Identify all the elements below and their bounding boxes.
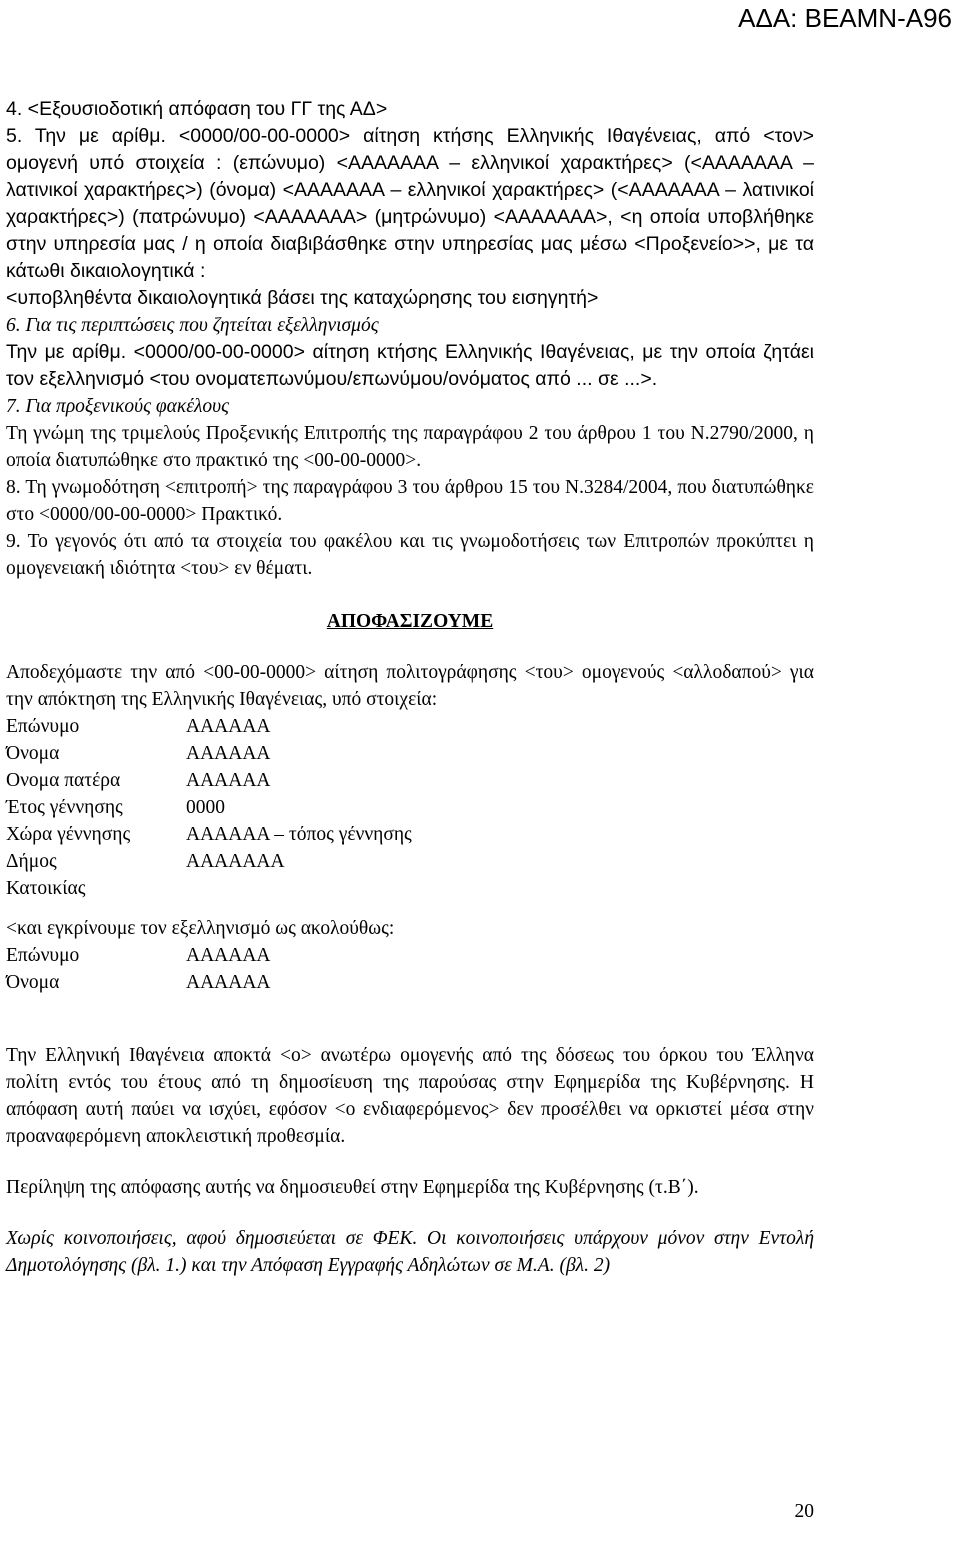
decision-heading: ΑΠΟΦΑΣΙΖΟΥΜΕ [326, 611, 494, 632]
applicant-fields [6, 713, 412, 902]
consideration-6: Την με αρίθμ. <0000/00-00-0000> αίτηση κτήσης Ελληνικής Ιθαγένειας, με την οποία ζητάει τον εξελληνισμό <του ονοματεπωνύμου/επωνύμου/ονόματος από ... σε ...>. [6, 341, 814, 390]
field-row [6, 713, 412, 740]
field-value: 0000 [186, 797, 225, 818]
field-value: ΑΑΑΑΑΑ [186, 716, 271, 737]
consideration-4: 4. <Εξουσιοδοτική απόφαση του ΓΓ της ΑΔ> [6, 98, 388, 120]
field-label: Όνομα [6, 972, 60, 993]
field-row [6, 794, 412, 821]
field-value: ΑΑΑΑΑΑ [186, 945, 271, 966]
document-body [6, 96, 814, 1279]
field-label: Χώρα γέννησης [6, 824, 131, 845]
ada-code: ΑΔΑ: ΒΕΑΜΝ-Α96 [738, 3, 952, 33]
consideration-7: Τη γνώμη της τριμελούς Προξενικής Επιτροπής της παραγράφου 2 του άρθρου 1 του Ν.2790/2000, η οποία διατυπώθηκε στο πρακτικό της <00-00-0000>. [6, 423, 814, 471]
summary-paragraph: Περίληψη της απόφασης αυτής να δημοσιευθεί στην Εφημερίδα της Κυβέρνησης (τ.Β΄). [6, 1177, 699, 1198]
oath-paragraph: Την Ελληνική Ιθαγένεια αποκτά <ο> ανωτέρω ομογενής από της δόσεως του όρκου του Έλληνα πολίτη εντός του έτους από τη δημοσίευση της παρούσας στην Εφημερίδα της Κυβέρνησης. Η απόφαση αυτή παύει να ισχύει, εφόσον <ο ενδιαφερόμενος> δεν προσέλθει να ορκιστεί μέσα στην προαναφερόμενη αποκλειστική προθεσμία. [6, 1045, 814, 1147]
page-number: 20 [794, 1501, 814, 1522]
field-label: Κατοικίας [6, 878, 86, 899]
hellenization-fields [6, 942, 271, 996]
field-row [6, 848, 412, 875]
field-label: Όνομα [6, 743, 60, 764]
field-value: ΑΑΑΑΑΑ – τόπος γέννησης [186, 824, 412, 845]
consideration-7-heading: 7. Για προξενικούς φακέλους [6, 396, 230, 417]
field-value: ΑΑΑΑΑΑ [186, 972, 271, 993]
field-label: Έτος γέννησης [6, 797, 123, 818]
field-row [6, 767, 412, 794]
consideration-8: 8. Τη γνωμοδότηση <επιτροπή> της παραγράφου 3 του άρθρου 15 του Ν.3284/2004, που διατυπώθηκε στο <0000/00-00-0000> Πρακτικό. [6, 477, 814, 525]
field-row [6, 821, 412, 848]
consideration-5-documents: <υποβληθέντα δικαιολογητικά βάσει της καταχώρησης του εισηγητή> [6, 287, 599, 309]
field-row [6, 875, 412, 902]
field-value: ΑΑΑΑΑΑ [186, 743, 271, 764]
field-label: Επώνυμο [6, 945, 80, 966]
consideration-5: 5. Την με αρίθμ. <0000/00-00-0000> αίτηση κτήσης Ελληνικής Ιθαγένειας, από <τον> ομογενή υπό στοιχεία : (επώνυμο) <ΑΑΑΑΑΑΑ – ελληνικοί χαρακτήρες> (<ΑΑΑΑΑΑΑ – λατινικοί χαρακτήρες>) (όνομα) <ΑΑΑΑΑΑΑ – ελληνικοί χαρακτήρες> (<ΑΑΑΑΑΑΑ – λατινικοί χαρακτήρες>) (πατρώνυμο) <ΑΑΑΑΑΑΑ> (μητρώνυμο) <ΑΑΑΑΑΑΑ>, <η οποία υποβλήθηκε στην υπηρεσία μας / η οποία διαβιβάσθηκε στην υπηρεσίας μας μέσω <Προξενείο>>, με τα κάτωθι δικαιολογητικά : [6, 125, 814, 282]
notification-note: Χωρίς κοινοποιήσεις, αφού δημοσιεύεται σε ΦΕΚ. Οι κοινοποιήσεις υπάρχουν μόνον στην Εντολή Δημοτολόγησης (βλ. 1.) και την Απόφαση Εγγραφής Αδηλώτων σε Μ.Α. (βλ. 2) [6, 1228, 814, 1276]
field-value: ΑΑΑΑΑΑ [186, 770, 271, 791]
consideration-6-heading: 6. Για τις περιπτώσεις που ζητείται εξελληνισμός [6, 315, 379, 336]
field-label: Δήμος [6, 851, 57, 872]
hellenization-intro: <και εγκρίνουμε τον εξελληνισμό ως ακολούθως: [6, 918, 395, 939]
decision-intro: Αποδεχόμαστε την από <00-00-0000> αίτηση πολιτογράφησης <του> ομογενούς <αλλοδαπού> για την απόκτηση της Ελληνικής Ιθαγένειας, υπό στοιχεία: [6, 662, 814, 710]
field-row [6, 942, 271, 969]
consideration-9: 9. Το γεγονός ότι από τα στοιχεία του φακέλου και τις γνωμοδοτήσεις των Επιτροπών προκύπτει η ομογενειακή ιδιότητα <του> εν θέματι. [6, 531, 814, 579]
field-row [6, 740, 412, 767]
field-value: ΑΑΑΑΑΑΑ [186, 851, 285, 872]
field-label: Ονομα πατέρα [6, 770, 121, 791]
field-label: Επώνυμο [6, 716, 80, 737]
field-value [186, 875, 412, 902]
field-row [6, 969, 271, 996]
